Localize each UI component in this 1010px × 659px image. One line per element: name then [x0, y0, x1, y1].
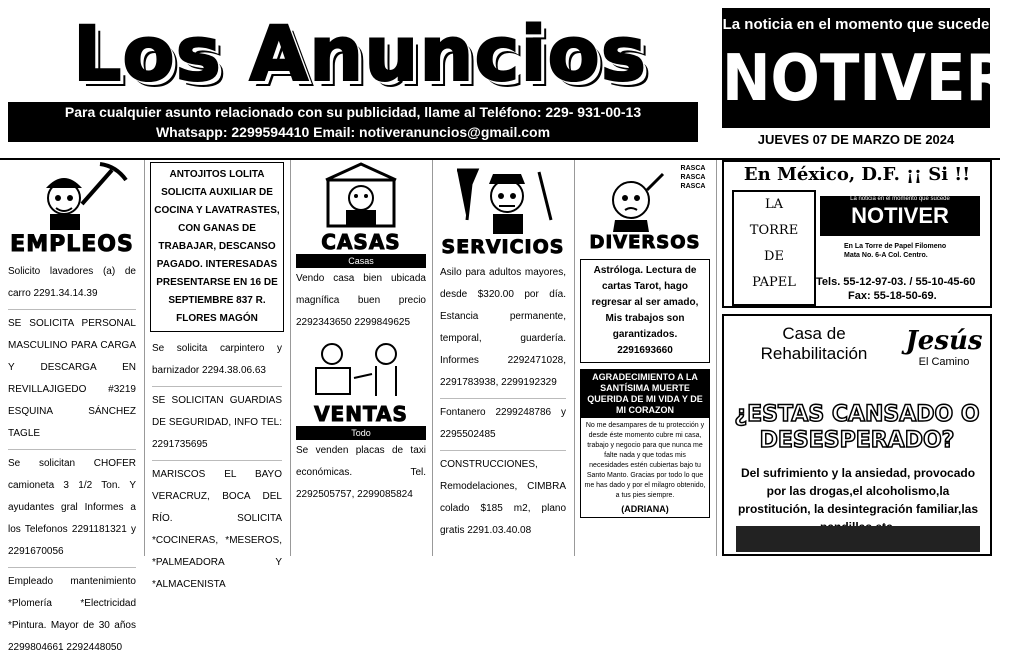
- antojitos-boxed-ad: ANTOJITOS LOLITA SOLICITA AUXILIAR DE COCINA Y LAVATRASTES, CON GANAS DE TRABAJAR, DESCANSO PAGADO. INTERESADAS PRESENTARSE EN 16 DE SEPTIEMBRE 837 R. FLORES MAGÓN: [150, 162, 284, 332]
- ventas-heading: VENTAS: [314, 402, 408, 426]
- agradecimiento-body: No me desampares de tu protección y desde éste momento cubre mi casa, trabajo y negocio para que nunca me falte nada y que todas mis necesidades estén cubiertas bajo tu Santo Manto. Gracias por todo lo que me has dado y por el milagro obtenido, a tus pies siempre.: [584, 422, 706, 499]
- jesus-brand-sub: El Camino: [918, 356, 970, 368]
- column-divider: [432, 160, 433, 556]
- notiver-logo: [722, 8, 1010, 128]
- notiver-tagline: La noticia en el momento que sucede: [722, 16, 990, 33]
- contact-email-line: Whatsapp: 2299594410 Email: notiveranuncios@gmail.com: [155, 124, 551, 140]
- promo-address: En La Torre de Papel Filomeno Mata No. 6-A Col. Centro.: [844, 243, 947, 259]
- agradecimiento-signature: (ADRIANA): [621, 504, 669, 514]
- column-divider: [290, 160, 291, 556]
- empleos-ad: Se solicitan CHOFER camioneta 3 1/2 Ton. Y ayudantes gral Informes a los Telefonos 2291181321 y 2291670056: [8, 458, 136, 557]
- issue-date: JUEVES 07 DE MARZO DE 2024: [757, 132, 955, 147]
- servicios-column: [436, 160, 570, 556]
- column-divider: [144, 160, 145, 556]
- diversos-column: [578, 160, 712, 556]
- contact-bar: [8, 102, 698, 142]
- empleos-heading: EMPLEOS: [10, 232, 134, 257]
- column-divider: [716, 160, 717, 556]
- repairman-cartoon-icon: [443, 160, 563, 236]
- col2-ad: MARISCOS EL BAYO VERACRUZ, BOCA DEL RÍO. SOLICITA *COCINERAS, *MESEROS, *PALMEADORA Y *ALMACENISTA: [152, 469, 282, 590]
- torre-de-papel-ad: [722, 160, 992, 308]
- servicios-ad: CONSTRUCCIONES, Remodelaciones, CIMBRA colado $185 m2, plano gratis 2291.03.40.08: [440, 459, 566, 536]
- rehab-photo: [736, 526, 980, 552]
- rehab-ad: [722, 314, 992, 556]
- ventas-ad: Se venden placas de taxi económicas. Tel. 2292505757, 2299085824: [296, 445, 426, 500]
- promo-headline: En México, D.F. ¡¡ Si !!: [743, 164, 971, 185]
- jesus-logo: [900, 326, 988, 368]
- mini-notiver-tagline: La noticia en el momento que sucede: [850, 196, 950, 202]
- agradecimiento-title: AGRADECIMIENTO A LA SANTÍSIMA MUERTE QUERIDA DE MI VIDA Y DE MI CORAZON: [581, 370, 709, 418]
- mini-notiver-logo: [820, 196, 980, 236]
- servicios-heading: SERVICIOS: [441, 236, 565, 258]
- empleos-column: [4, 160, 140, 653]
- casas-heading: CASAS: [321, 230, 401, 254]
- rehab-headline: ¿ESTAS CANSADO O DESESPERADO?: [734, 402, 980, 453]
- promo-phones: Tels. 55-12-97-03. / 55-10-45-60: [816, 276, 976, 288]
- agradecimiento-box: [580, 369, 710, 518]
- torre-illustration: [732, 190, 816, 306]
- rehab-body: Del sufrimiento y la ansiedad, provocado por las drogas,el alcoholismo,la prostitución, la desintegración familiar,las: [737, 466, 979, 516]
- tower-word: TORRE: [749, 223, 799, 238]
- jesus-brand: Jesús: [905, 326, 983, 356]
- column-divider: [574, 160, 575, 556]
- column-2: [148, 160, 286, 590]
- tv-sellers-cartoon-icon: [306, 338, 416, 402]
- diversos-heading: DIVERSOS: [589, 232, 701, 253]
- col2-ad: SE SOLICITAN GUARDIAS DE SEGURIDAD, INFO TEL: 2291735695: [152, 395, 282, 450]
- astrologa-boxed-ad: Astróloga. Lectura de cartas Tarot, hago regresar al ser amado, Mis trabajos son garantizados. 2291693660: [580, 259, 710, 363]
- empleos-ad: Solicito lavadores (a) de carro 2291.34.14.39: [8, 266, 136, 299]
- casas-ad: Vendo casa bien ubicada magnífica buen precio 2292343650 2299849625: [296, 273, 426, 328]
- masthead-title: Los Anuncios: [72, 9, 648, 98]
- promo-fax: Fax: 55-18-50-69.: [848, 290, 937, 302]
- contact-phone-line: Para cualquier asunto relacionado con su publicidad, llame al Teléfono: 229- 931-00-13: [64, 104, 642, 120]
- rehab-line1: Casa de: [782, 324, 846, 343]
- rehab-line2: Rehabilitación: [760, 344, 868, 363]
- servicios-ad: Asilo para adultos mayores, desde $320.00 por día. Estancia permanente, temporal, guardería. Informes 2292471028, 2291783938, 2299192329: [440, 267, 566, 388]
- miner-cartoon-icon: [12, 160, 132, 232]
- empleos-ad: SE SOLICITA PERSONAL MASCULINO PARA CARGA Y DESCARGA EN REVILLAJIGEDO #3219 ESQUINA SÁNCHEZ TAGLE: [8, 318, 136, 439]
- casas-ventas-column: [292, 160, 430, 556]
- casas-subheader: Casas: [296, 254, 426, 268]
- tower-word: DE: [764, 249, 784, 264]
- notiver-name: NOTIVER: [722, 40, 1010, 116]
- rehab-title: [744, 324, 884, 364]
- mini-notiver-name: NOTIVER: [851, 203, 949, 228]
- rasca-caption: RASCA RASCA RASCA: [680, 165, 706, 190]
- empleos-ad: Empleado mantenimiento *Plomería *Electricidad *Pintura. Mayor de 30 años 2299804661 2292448050: [8, 576, 136, 653]
- tower-word: PAPEL: [752, 275, 796, 290]
- col2-ad: Se solicita carpintero y barnizador 2294.38.06.63: [152, 343, 282, 376]
- ventas-subheader: Todo: [296, 426, 426, 440]
- tower-word: LA: [764, 197, 784, 212]
- servicios-ad: Fontanero 2299248786 y 2295502485: [440, 407, 566, 440]
- window-cartoon-icon: [306, 160, 416, 230]
